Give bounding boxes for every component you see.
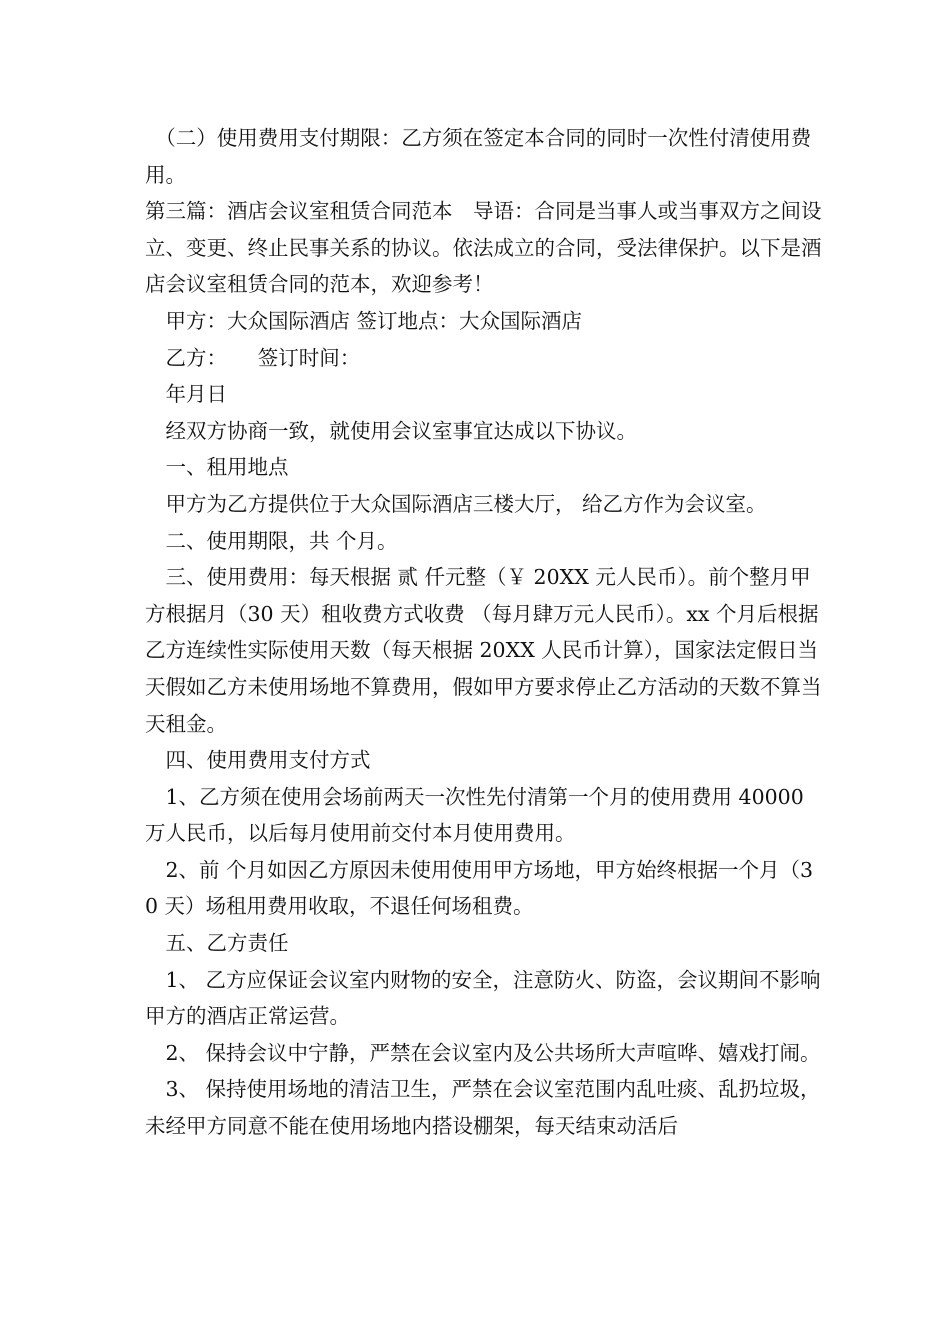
- paragraph-party-b: 乙方： 签订时间：: [145, 345, 361, 370]
- paragraph-duty-item-2: 2、 保持会议中宁静，严禁在会议室内及公共场所大声喧哗、嬉戏打闹。: [145, 1040, 821, 1065]
- paragraph-agreement-intro: 经双方协商一致，就使用会议室事宜达成以下协议。: [145, 418, 637, 443]
- paragraph-duty-item-1: 1、 乙方应保证会议室内财物的安全，注意防火、防盗，会议期间不影响甲方的酒店正常运营。: [145, 967, 821, 1029]
- paragraph-date: 年月日: [145, 382, 227, 407]
- paragraph-party-a: 甲方：大众国际酒店 签订地点：大众国际酒店: [145, 308, 583, 333]
- heading-party-b-duties: 五、乙方责任: [145, 931, 289, 956]
- paragraph-rental-location: 甲方为乙方提供位于大众国际酒店三楼大厅， 给乙方作为会议室。: [145, 491, 767, 516]
- document-body: [145, 120, 825, 1145]
- paragraph-usage-fee: 三、使用费用：每天根据 贰 仟元整（￥ 20XX 元人民币）。前个整月甲方根据月（30 天）租收费方式收费 （每月肆万元人民币）。xx 个月后根据乙方连续性实际使用天数（每天根据 20XX 人民币计算），国家法定假日当天假如乙方未使用场地不算费用，假如甲方要求停止乙方活动的天数不算当天租金。: [145, 565, 822, 736]
- paragraph-duty-item-3: 3、 保持使用场地的清洁卫生，严禁在会议室范围内乱吐痰、乱扔垃圾，未经甲方同意不能在使用场地内搭设棚架，每天结束动活后: [145, 1077, 821, 1139]
- heading-rental-location: 一、租用地点: [145, 455, 289, 480]
- paragraph-payment-item-2: 2、前 个月如因乙方原因未使用使用甲方场地，甲方始终根据一个月（30 天）场租用费用收取，不退任何场租费。: [145, 857, 814, 919]
- paragraph-chapter-three-intro: 第三篇：酒店会议室租赁合同范本 导语：合同是当事人或当事双方之间设立、变更、终止民事关系的协议。依法成立的合同，受法律保护。以下是酒店会议室租赁合同的范本，欢迎参考！: [145, 199, 822, 297]
- paragraph-payment-item-1: 1、乙方须在使用会场前两天一次性先付清第一个月的使用费用 40000 万人民币，以后每月使用前交付本月使用费用。: [145, 784, 811, 846]
- heading-payment-method: 四、使用费用支付方式: [145, 748, 371, 773]
- heading-usage-period: 二、使用期限，共 个月。: [145, 528, 398, 553]
- paragraph-payment-deadline: （二）使用费用支付期限：乙方须在签定本合同的同时一次性付清使用费用。: [145, 126, 812, 187]
